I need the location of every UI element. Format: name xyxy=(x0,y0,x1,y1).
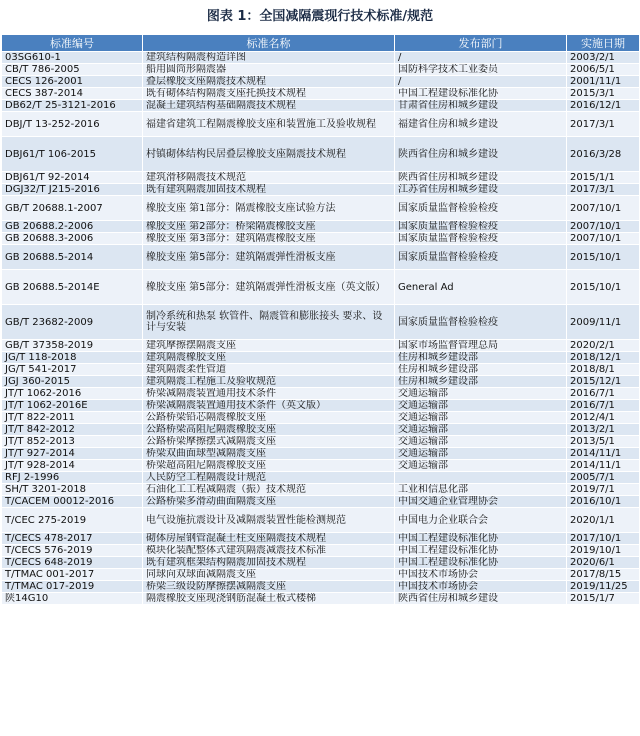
cell-name: 人民防空工程隔震设计规范 xyxy=(143,472,395,484)
cell-code: GB/T 20688.1-2007 xyxy=(2,196,143,221)
cell-name: 叠层橡胶支座隔震技术规程 xyxy=(143,76,395,88)
cell-code: JT/T 927-2014 xyxy=(2,448,143,460)
cell-date: 2020/6/1 xyxy=(567,557,640,569)
cell-date: 2007/10/1 xyxy=(567,233,640,245)
cell-code: 陕14G10 xyxy=(2,593,143,605)
table-row xyxy=(2,508,640,533)
cell-code: SH/T 3201-2018 xyxy=(2,484,143,496)
cell-department: 中国交通企业管理协会 xyxy=(395,496,567,508)
cell-name: 制冷系统和热泵 软管件、隔震管和膨胀接头 要求、设计与安装 xyxy=(143,305,395,340)
cell-code: GB/T 37358-2019 xyxy=(2,340,143,352)
cell-date: 2019/11/25 xyxy=(567,581,640,593)
cell-code: T/CECS 478-2017 xyxy=(2,533,143,545)
table-row xyxy=(2,569,640,581)
cell-code: DGJ32/T J215-2016 xyxy=(2,184,143,196)
table-row xyxy=(2,593,640,605)
cell-code: T/CECS 576-2019 xyxy=(2,545,143,557)
table-row xyxy=(2,88,640,100)
cell-name: 福建省建筑工程隔震橡胶支座和装置施工及验收规程 xyxy=(143,112,395,137)
table-caption: 图表 1：全国减隔震现行技术标准/规范 xyxy=(206,9,434,24)
table-row xyxy=(2,376,640,388)
cell-code: GB 20688.5-2014 xyxy=(2,245,143,270)
cell-name: 公路桥梁铅芯隔震橡胶支座 xyxy=(143,412,395,424)
cell-code: CECS 387-2014 xyxy=(2,88,143,100)
header-department: 发布部门 xyxy=(395,35,567,52)
cell-department: 国家质量监督检验检疫 xyxy=(395,305,567,340)
cell-name: 隔震橡胶支座现浇钢筋混凝土板式楼梯 xyxy=(143,593,395,605)
cell-department: 中国工程建设标准化协 xyxy=(395,533,567,545)
cell-date: 2007/10/1 xyxy=(567,221,640,233)
cell-department: 甘肃省住房和城乡建设 xyxy=(395,100,567,112)
cell-department: 中国技术市场协会 xyxy=(395,569,567,581)
table-row xyxy=(2,496,640,508)
cell-department: / xyxy=(395,76,567,88)
cell-name: 混凝土建筑结构基础隔震技术规程 xyxy=(143,100,395,112)
cell-code: 03SG610-1 xyxy=(2,52,143,64)
cell-date: 2018/12/1 xyxy=(567,352,640,364)
cell-name: 既有建筑隔震加固技术规程 xyxy=(143,184,395,196)
cell-name: 公路桥梁高阻尼隔震橡胶支座 xyxy=(143,424,395,436)
cell-name: 建筑摩擦摆隔震支座 xyxy=(143,340,395,352)
table-header-row xyxy=(2,35,640,52)
table-row xyxy=(2,545,640,557)
cell-department: 福建省住房和城乡建设 xyxy=(395,112,567,137)
cell-department: 交通运输部 xyxy=(395,436,567,448)
cell-date: 2013/5/1 xyxy=(567,436,640,448)
cell-name: 建筑结构隔震构造详图 xyxy=(143,52,395,64)
table-row xyxy=(2,172,640,184)
cell-department: 交通运输部 xyxy=(395,460,567,472)
table-row xyxy=(2,245,640,270)
cell-date: 2015/10/1 xyxy=(567,245,640,270)
table-row xyxy=(2,436,640,448)
cell-department: 国家质量监督检验检疫 xyxy=(395,196,567,221)
cell-name: 桥梁减隔震装置通用技术条件 xyxy=(143,388,395,400)
cell-name: 桥梁超高阻尼隔震橡胶支座 xyxy=(143,460,395,472)
cell-name: 建筑隔震工程施工及验收规范 xyxy=(143,376,395,388)
cell-code: T/TMAC 017-2019 xyxy=(2,581,143,593)
cell-code: JT/T 852-2013 xyxy=(2,436,143,448)
cell-date: 2017/3/1 xyxy=(567,184,640,196)
cell-date: 2001/11/1 xyxy=(567,76,640,88)
cell-name: 橡胶支座 第5部分：建筑隔震弹性滑板支座 xyxy=(143,245,395,270)
table-row xyxy=(2,340,640,352)
cell-department: / xyxy=(395,52,567,64)
cell-name: 桥梁双曲面球型减隔震支座 xyxy=(143,448,395,460)
table-row xyxy=(2,472,640,484)
table-row xyxy=(2,460,640,472)
cell-department: 国家市场监督管理总局 xyxy=(395,340,567,352)
cell-department: 国防科学技术工业委员 xyxy=(395,64,567,76)
header-code: 标准编号 xyxy=(2,35,143,52)
cell-department: 国家质量监督检验检疫 xyxy=(395,233,567,245)
cell-department: 陕西省住房和城乡建设 xyxy=(395,593,567,605)
cell-department: 中国技术市场协会 xyxy=(395,581,567,593)
cell-department xyxy=(395,472,567,484)
cell-department: 工业和信息化部 xyxy=(395,484,567,496)
cell-department: 中国工程建设标准化协 xyxy=(395,88,567,100)
cell-name: 橡胶支座 第2部分：桥梁隔震橡胶支座 xyxy=(143,221,395,233)
cell-date: 2014/11/1 xyxy=(567,448,640,460)
cell-name: 船用圆筒形隔震器 xyxy=(143,64,395,76)
table-row xyxy=(2,388,640,400)
table-row xyxy=(2,305,640,340)
cell-code: T/CECS 648-2019 xyxy=(2,557,143,569)
cell-code: GB 20688.3-2006 xyxy=(2,233,143,245)
cell-code: DB62/T 25-3121-2016 xyxy=(2,100,143,112)
cell-code: JG/T 541-2017 xyxy=(2,364,143,376)
cell-date: 2003/2/1 xyxy=(567,52,640,64)
cell-date: 2016/7/1 xyxy=(567,388,640,400)
cell-name: 砌体房屋钢管混凝土柱支座隔震技术规程 xyxy=(143,533,395,545)
cell-name: 公路桥梁多滑动曲面隔震支座 xyxy=(143,496,395,508)
table-body xyxy=(2,52,640,605)
table-row xyxy=(2,352,640,364)
table-row xyxy=(2,400,640,412)
cell-department: 陕西省住房和城乡建设 xyxy=(395,172,567,184)
table-row xyxy=(2,412,640,424)
cell-department: 江苏省住房和城乡建设 xyxy=(395,184,567,196)
header-name: 标准名称 xyxy=(143,35,395,52)
cell-code: DBJ/T 13-252-2016 xyxy=(2,112,143,137)
cell-department: 中国工程建设标准化协 xyxy=(395,545,567,557)
table-row xyxy=(2,196,640,221)
cell-code: GB 20688.5-2014E xyxy=(2,270,143,305)
table-row xyxy=(2,76,640,88)
table-row xyxy=(2,581,640,593)
table-row xyxy=(2,221,640,233)
cell-date: 2005/7/1 xyxy=(567,472,640,484)
table-row xyxy=(2,233,640,245)
table-row xyxy=(2,137,640,172)
cell-date: 2020/1/1 xyxy=(567,508,640,533)
cell-date: 2017/3/1 xyxy=(567,112,640,137)
cell-date: 2017/10/1 xyxy=(567,533,640,545)
table-row xyxy=(2,270,640,305)
cell-name: 桥梁三级设防摩擦摆减隔震支座 xyxy=(143,581,395,593)
cell-date: 2012/4/1 xyxy=(567,412,640,424)
cell-code: JT/T 1062-2016E xyxy=(2,400,143,412)
cell-name: 建筑隔震橡胶支座 xyxy=(143,352,395,364)
cell-date: 2016/7/1 xyxy=(567,400,640,412)
cell-code: CECS 126-2001 xyxy=(2,76,143,88)
cell-name: 电气设施抗震设计及减隔震装置性能检测规范 xyxy=(143,508,395,533)
table-row xyxy=(2,484,640,496)
cell-code: T/CACEM 00012-2016 xyxy=(2,496,143,508)
cell-date: 2016/10/1 xyxy=(567,496,640,508)
table-row xyxy=(2,112,640,137)
cell-code: JGJ 360-2015 xyxy=(2,376,143,388)
cell-date: 2007/10/1 xyxy=(567,196,640,221)
table-row xyxy=(2,364,640,376)
cell-date: 2015/10/1 xyxy=(567,270,640,305)
cell-date: 2017/8/15 xyxy=(567,569,640,581)
cell-department: 住房和城乡建设部 xyxy=(395,364,567,376)
cell-name: 橡胶支座 第3部分：建筑隔震橡胶支座 xyxy=(143,233,395,245)
cell-code: DBJ61/T 92-2014 xyxy=(2,172,143,184)
cell-date: 2015/3/1 xyxy=(567,88,640,100)
cell-department: 交通运输部 xyxy=(395,400,567,412)
cell-name: 建筑隔震柔性管道 xyxy=(143,364,395,376)
cell-date: 2015/12/1 xyxy=(567,376,640,388)
cell-name: 石油化工工程减隔震（振）技术规范 xyxy=(143,484,395,496)
cell-date: 2020/2/1 xyxy=(567,340,640,352)
cell-date: 2009/11/1 xyxy=(567,305,640,340)
cell-code: T/CEC 275-2019 xyxy=(2,508,143,533)
cell-date: 2006/5/1 xyxy=(567,64,640,76)
cell-name: 既有砌体结构隔震支座托换技术规程 xyxy=(143,88,395,100)
cell-department: 交通运输部 xyxy=(395,424,567,436)
standards-table xyxy=(1,34,640,605)
table-row xyxy=(2,64,640,76)
cell-name: 桥梁减隔震装置通用技术条件（英文版） xyxy=(143,400,395,412)
cell-code: RFJ 2-1996 xyxy=(2,472,143,484)
cell-department: 住房和城乡建设部 xyxy=(395,376,567,388)
cell-code: GB 20688.2-2006 xyxy=(2,221,143,233)
table-row xyxy=(2,52,640,64)
cell-code: T/TMAC 001-2017 xyxy=(2,569,143,581)
cell-code: JT/T 928-2014 xyxy=(2,460,143,472)
cell-date: 2019/10/1 xyxy=(567,545,640,557)
cell-department: 住房和城乡建设部 xyxy=(395,352,567,364)
table-row xyxy=(2,424,640,436)
cell-name: 橡胶支座 第1部分：隔震橡胶支座试验方法 xyxy=(143,196,395,221)
cell-date: 2018/8/1 xyxy=(567,364,640,376)
cell-department: 中国电力企业联合会 xyxy=(395,508,567,533)
cell-name: 同球向双球面减隔震支座 xyxy=(143,569,395,581)
cell-department: 交通运输部 xyxy=(395,412,567,424)
cell-name: 橡胶支座 第5部分：建筑隔震弹性滑板支座（英文版） xyxy=(143,270,395,305)
table-row xyxy=(2,100,640,112)
cell-code: JT/T 842-2012 xyxy=(2,424,143,436)
cell-name: 公路桥梁摩擦摆式减隔震支座 xyxy=(143,436,395,448)
header-date: 实施日期 xyxy=(567,35,640,52)
cell-code: JG/T 118-2018 xyxy=(2,352,143,364)
cell-name: 模块化装配整体式建筑隔震减震技术标准 xyxy=(143,545,395,557)
cell-department: 国家质量监督检验检疫 xyxy=(395,245,567,270)
cell-name: 建筑滑移隔震技术规范 xyxy=(143,172,395,184)
cell-name: 村镇砌体结构民居叠层橡胶支座隔震技术规程 xyxy=(143,137,395,172)
cell-code: JT/T 822-2011 xyxy=(2,412,143,424)
cell-code: JT/T 1062-2016 xyxy=(2,388,143,400)
cell-department: General Ad xyxy=(395,270,567,305)
cell-date: 2015/1/7 xyxy=(567,593,640,605)
cell-date: 2014/11/1 xyxy=(567,460,640,472)
cell-code: CB/T 786-2005 xyxy=(2,64,143,76)
cell-department: 交通运输部 xyxy=(395,388,567,400)
cell-department: 国家质量监督检验检疫 xyxy=(395,221,567,233)
cell-date: 2013/2/1 xyxy=(567,424,640,436)
cell-code: DBJ61/T 106-2015 xyxy=(2,137,143,172)
cell-date: 2019/7/1 xyxy=(567,484,640,496)
table-row xyxy=(2,533,640,545)
cell-department: 中国工程建设标准化协 xyxy=(395,557,567,569)
cell-date: 2015/1/1 xyxy=(567,172,640,184)
cell-department: 交通运输部 xyxy=(395,448,567,460)
table-row xyxy=(2,184,640,196)
cell-name: 既有建筑框架结构隔震加固技术规程 xyxy=(143,557,395,569)
table-row xyxy=(2,448,640,460)
cell-department: 陕西省住房和城乡建设 xyxy=(395,137,567,172)
table-row xyxy=(2,557,640,569)
cell-date: 2016/3/28 xyxy=(567,137,640,172)
cell-code: GB/T 23682-2009 xyxy=(2,305,143,340)
cell-date: 2016/12/1 xyxy=(567,100,640,112)
